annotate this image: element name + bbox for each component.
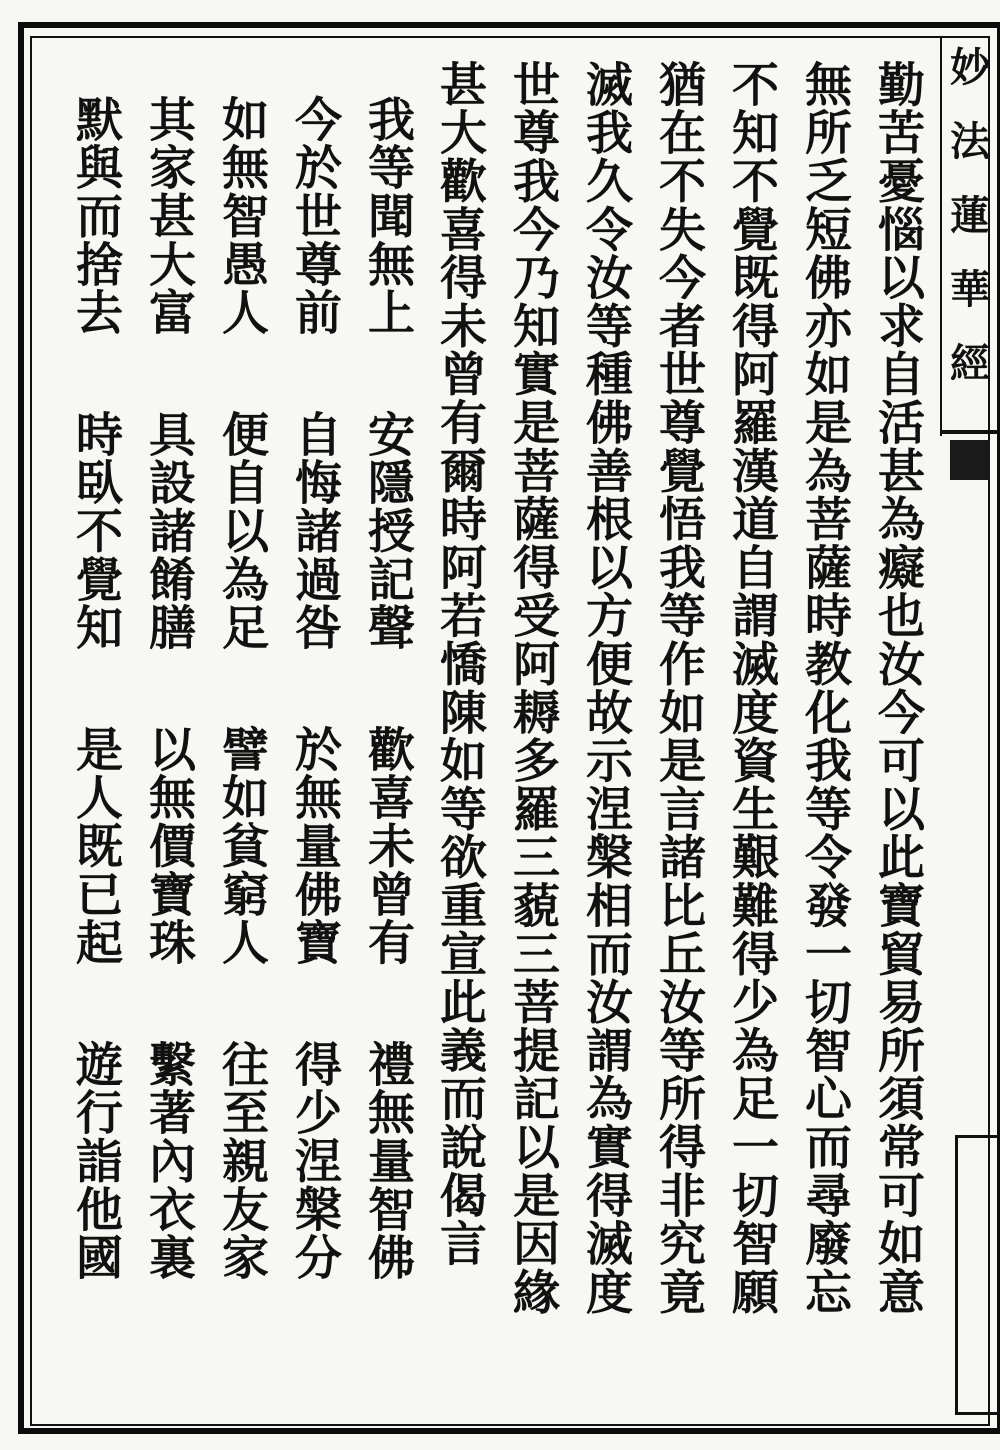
- verse-phrase: 時臥不覺知: [68, 410, 123, 652]
- verse-phrase: 是人既已起: [68, 725, 123, 967]
- header-char: 妙: [950, 44, 990, 91]
- prose-column: 滅我久令汝等種佛善根以方便故示涅槃相而汝謂為實得滅度: [578, 60, 633, 1316]
- sutra-title-header: [940, 36, 1000, 436]
- verse-phrase: 其家甚大富: [141, 95, 196, 337]
- verse-phrase: 歡喜未曾有: [360, 725, 415, 967]
- header-char: 經: [950, 340, 990, 387]
- header-char: 蓮: [950, 192, 990, 239]
- header-char: 華: [950, 266, 990, 313]
- verse-phrase: 譬如貧窮人: [214, 725, 269, 967]
- verse-phrase: 以無價寶珠: [141, 725, 196, 967]
- prose-column: 猶在不失今者世尊覺悟我等作如是言諸比丘汝等所得非究竟: [651, 60, 706, 1316]
- verse-phrase: 便自以為足: [214, 410, 269, 652]
- verse-phrase: 得少涅槃分: [287, 1040, 342, 1282]
- verse-phrase: 默與而捨去: [68, 95, 123, 337]
- verse-phrase: 具設諸餚膳: [141, 410, 196, 652]
- verse-phrase: 我等聞無上: [360, 95, 415, 337]
- header-divider: [940, 430, 1000, 434]
- prose-column: 無所乏短佛亦如是為菩薩時教化我等令發一切智心而尋廢忘: [797, 60, 852, 1316]
- margin-frame: [955, 1135, 1000, 1415]
- verse-phrase: 繫著內衣裏: [141, 1040, 196, 1282]
- verse-phrase: 如無智愚人: [214, 95, 269, 337]
- prose-column: 勤苦憂惱以求自活甚為癡也汝今可以此寶貿易所須常可如意: [870, 60, 925, 1316]
- verse-phrase: 自悔諸過咎: [287, 410, 342, 652]
- verse-phrase: 禮無量智佛: [360, 1040, 415, 1282]
- prose-column: 不知不覺既得阿羅漢道自謂滅度資生艱難得少為足一切智願: [724, 60, 779, 1316]
- prose-column: 甚大歡喜得未曾有爾時阿若憍陳如等欲重宣此義而說偈言: [432, 60, 487, 1268]
- verse-phrase: 安隱授記聲: [360, 410, 415, 652]
- verse-phrase: 於無量佛寶: [287, 725, 342, 967]
- verse-phrase: 遊行詣他國: [68, 1040, 123, 1282]
- header-char: 法: [950, 118, 990, 165]
- margin-block: [950, 440, 990, 480]
- verse-phrase: 今於世尊前: [287, 95, 342, 337]
- prose-column: 世尊我今乃知實是菩薩得受阿耨多羅三藐三菩提記以是因緣: [505, 60, 560, 1316]
- verse-phrase: 往至親友家: [214, 1040, 269, 1282]
